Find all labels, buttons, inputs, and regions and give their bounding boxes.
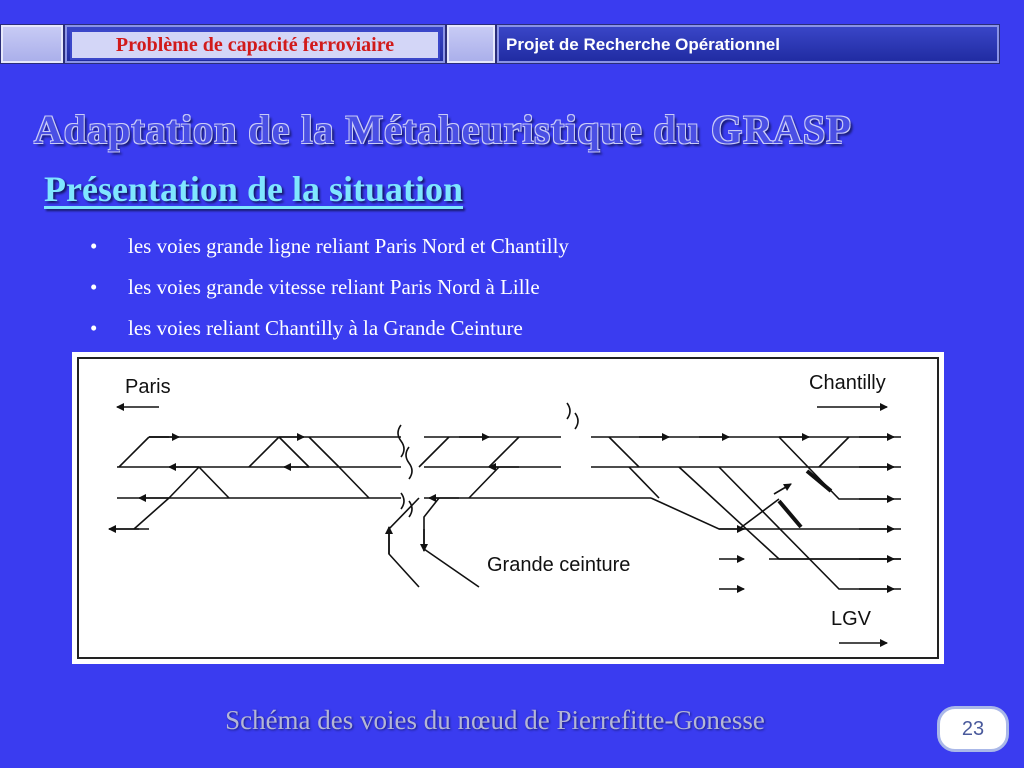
header-right-label: Projet de Recherche Opérationnel	[506, 35, 780, 54]
bullet-item: • les voies grande vitesse reliant Paris Nord à Lille	[90, 267, 569, 308]
diagram-label-chantilly: Chantilly	[809, 372, 886, 394]
bullet-item: • les voies reliant Chantilly à la Grande Ceinture	[90, 308, 569, 349]
slide-subtitle: Présentation de la situation	[44, 169, 463, 209]
page-number: 23	[937, 706, 1009, 752]
slide-title: Adaptation de la Métaheuristique du GRASP	[34, 107, 852, 152]
bullet-list	[90, 226, 569, 349]
diagram-label-lgv: LGV	[831, 608, 872, 630]
header-block-1	[0, 24, 64, 64]
diagram-label-paris: Paris	[125, 376, 171, 398]
header-block-3	[446, 24, 496, 64]
header-left-label: Problème de capacité ferroviaire	[70, 30, 440, 60]
figure-caption: Schéma des voies du nœud de Pierrefitte-Gonesse	[225, 705, 765, 735]
bullet-item: • les voies grande ligne reliant Paris Nord et Chantilly	[90, 226, 569, 267]
track-diagram-svg	[79, 359, 937, 657]
track-diagram-frame	[72, 352, 944, 664]
diagram-label-grande-ceinture: Grande ceinture	[487, 554, 631, 576]
track-diagram	[77, 357, 939, 659]
